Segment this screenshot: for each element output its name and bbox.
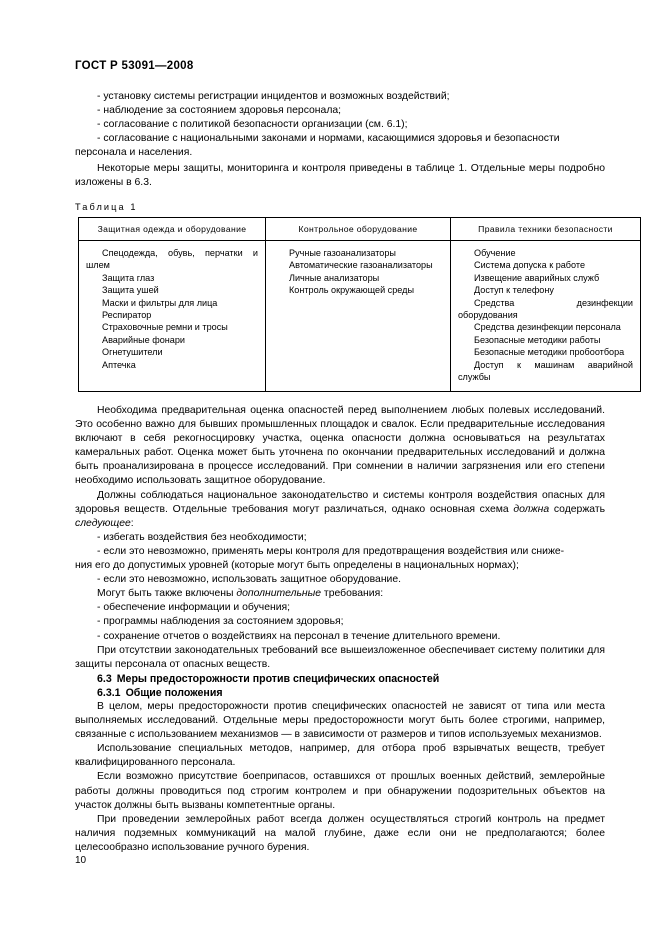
page-number: 10 (75, 855, 87, 866)
list-item: - согласование с национальными законами и нормами, касающимися здоровья и безопасности (97, 133, 560, 145)
list-item: Обучение (474, 248, 516, 258)
list-item: Доступ к машинам аварийной службы (458, 359, 633, 383)
paragraph-special-methods: Использование специальных методов, например, для отбора проб взрывчатых веществ, требует квалифицированного персонала. (75, 743, 605, 769)
list-item: Огнетушители (102, 347, 163, 358)
legislation-emphasis-dolzhna: должна (513, 503, 550, 515)
table-row (79, 241, 641, 392)
additional-text-2: требования: (321, 588, 384, 600)
legislation-text-3: : (130, 517, 134, 529)
column-header-protective-clothing: Защитная одежда и оборудование (79, 218, 266, 241)
list-item: Аварийные фонари (102, 334, 185, 345)
cell-safety-rules (451, 241, 641, 392)
monitoring-equipment-list (273, 247, 443, 297)
list-item: Личные анализаторы (289, 272, 380, 283)
intro-paragraph-block (75, 162, 605, 190)
paragraph-preliminary-assessment: Необходима предварительная оценка опасностей перед выполнением любых полевых исследований. Это особенно важно для бывших промышленных площадок и свалок. Если предварительные исследования включают в себя рекогносцировку участка, оценка опасности должна основываться на результатах камеральных работ. Оценка может быть уточнена по окончании предварительных исследований и должна быть проанализирована в процессе исследований. При сомнении в наличии загрязнения или его степени необходимо использовать защитное оборудование. (75, 405, 605, 487)
column-header-safety-rules: Правила техники безопасности (451, 218, 641, 241)
paragraph-ordnance: Если возможно присутствие боеприпасов, оставшихся от прошлых военных действий, землеройные работы должны проводиться под строгим контролем и при обнаружении подозрительных объектов на участок должны быть вызваны компетентные органы. (75, 771, 605, 811)
additional-text-1: Могут быть также включены (97, 588, 237, 600)
list-item-continuation: персонала и населения. (75, 147, 193, 159)
list-item: - если это невозможно, использовать защитное оборудование. (97, 574, 402, 586)
table-caption: Таблица 1 (75, 202, 138, 212)
paragraph-excavation: При проведении землеройных работ всегда должен осуществляться строгий контроль на предмет наличия подземных коммуникаций на малой глубине, даже если они не предполагаются; более целесообразно использование ручного бурения. (75, 813, 605, 853)
main-body-block (75, 404, 605, 855)
safety-rules-list (458, 247, 633, 383)
heading-6-3 (75, 672, 605, 686)
intro-list-block (75, 90, 605, 160)
table-1 (78, 217, 641, 392)
heading-6-3-title: Меры предосторожности против специфических опасностей (116, 672, 440, 685)
paragraph-general-provisions: В целом, меры предосторожности против специфических опасностей не зависят от типа или места выполняемых исследований. Отдельные меры предосторожности могут быть более строгими, например, связанные с использованием механизмов — в зависимости от размеров и типов используемых механизмов. (75, 700, 605, 741)
list-item: Автоматические газоанализаторы (289, 260, 433, 271)
list-item: - программы наблюдения за состоянием здоровья; (97, 616, 344, 628)
heading-6-3-1-number: 6.3.1 (97, 686, 121, 699)
cell-protective-clothing (79, 241, 266, 392)
list-item: Респиратор (102, 310, 152, 321)
paragraph-legislation (75, 489, 605, 531)
column-header-monitoring-equipment: Контрольное оборудование (266, 218, 451, 241)
legislation-text-2: содержать (549, 503, 605, 515)
list-item: Средства дезинфекции персонала (474, 322, 621, 333)
list-item: - наблюдение за состоянием здоровья персонала; (97, 105, 342, 117)
list-item: Ручные газоанализаторы (289, 248, 396, 258)
list-item: Защита ушей (102, 285, 159, 296)
list-item: - если это невозможно, применять меры контроля для предотвращения воздействия или сниже- (97, 545, 565, 557)
list-item: Безопасные методики пробоотбора (474, 347, 625, 358)
paragraph-additional-requirements (75, 587, 605, 601)
list-item: Спецодежда, обувь, перчатки и шлем (86, 248, 258, 271)
heading-6-3-1-title: Общие положения (125, 686, 223, 699)
document-header: ГОСТ Р 53091—2008 (75, 60, 194, 72)
paragraph-absence-of-requirements: При отсутствии законодательных требований все вышеизложенное обеспечивает систему политики для защиты персонала от опасных веществ. (75, 644, 605, 670)
legislation-text-1: Должны соблюдаться национальное законодательство и системы контроля воздействия опасных для здоровья веществ. Отдельные требования могут различаться, однако основная схема (75, 489, 605, 515)
list-item: Средства дезинфекции оборудования (458, 297, 633, 321)
additional-emphasis-dopolnitelnye: дополнительные (236, 588, 322, 600)
list-item: Страховочные ремни и тросы (102, 322, 228, 333)
list-item: - сохранение отчетов о воздействиях на персонал в течение длительного времени. (97, 630, 501, 642)
table-1-wrapper (78, 217, 633, 392)
list-item: Аптечка (102, 359, 136, 370)
list-item: - обеспечение информации и обучения; (97, 602, 291, 614)
list-item: Защита глаз (102, 272, 155, 283)
list-item: Маски и фильтры для лица (102, 297, 218, 308)
cell-monitoring-equipment (266, 241, 451, 392)
legislation-emphasis-sleduyushchee: следующее (75, 517, 131, 529)
table-header-row (79, 218, 641, 241)
list-item: Безопасные методики работы (474, 334, 601, 345)
list-item: Доступ к телефону (474, 285, 554, 296)
paragraph-table-reference: Некоторые меры защиты, мониторинга и контроля приведены в таблице 1. Отдельные меры подробно изложены в 6.3. (75, 163, 605, 189)
heading-6-3-1 (75, 686, 605, 700)
list-item: - согласование с политикой безопасности организации (см. 6.1); (97, 119, 408, 131)
list-item: Извещение аварийных служб (474, 272, 600, 283)
list-item: Контроль окружающей среды (289, 285, 414, 296)
protective-clothing-list (86, 247, 258, 371)
list-item-continuation: ния его до допустимых уровней (которые могут быть определены в национальных нормах); (75, 560, 519, 572)
list-item: - установку системы регистрации инцидентов и возможных воздействий; (97, 91, 450, 102)
list-item: - избегать воздействия без необходимости; (97, 531, 307, 543)
list-item: Система допуска к работе (474, 260, 585, 271)
heading-6-3-number: 6.3 (97, 672, 112, 685)
